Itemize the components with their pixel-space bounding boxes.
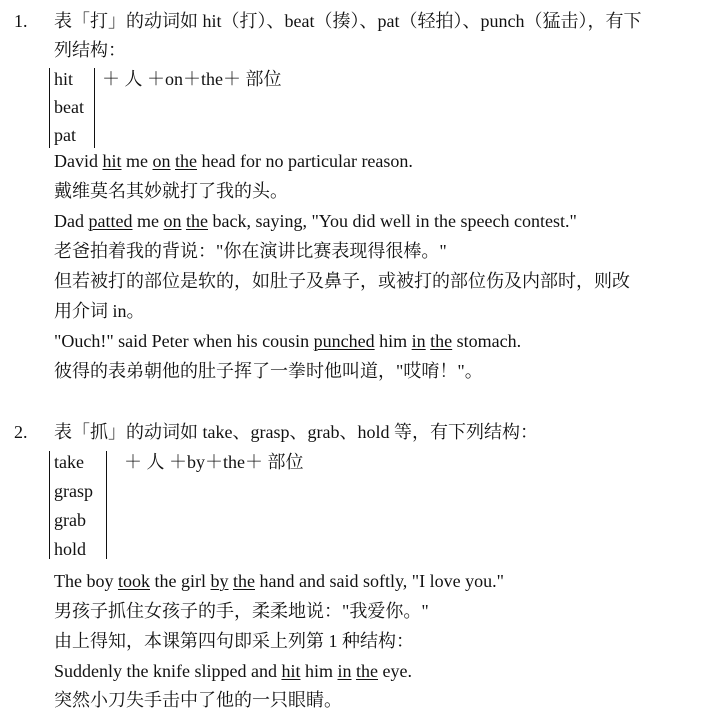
example-translation: 彼得的表弟朝他的肚子挥了一拳时他叫道，"哎唷！"。 <box>54 361 483 381</box>
example-sentence: Suddenly the knife slipped and hit him in the eye. <box>54 661 412 681</box>
example-translation: 突然小刀失手击中了他的一只眼睛。 <box>54 690 342 710</box>
example-sentence: David hit me on the head for no particular reason. <box>54 151 413 171</box>
note-text: 由上得知，本课第四句即采上列第 1 种结构： <box>54 631 414 651</box>
structure-formula: ＋ 人 ＋on＋the＋ 部位 <box>102 69 282 89</box>
verb-item: grab <box>54 510 86 530</box>
note-text: 但若被打的部位是软的，如肚子及鼻子，或被打的部位伤及内部时，则改 <box>54 271 630 291</box>
verb-item: hold <box>54 539 87 559</box>
section-intro: 表「打」的动词如 hit（打）、beat（揍）、pat（轻拍）、punch（猛击），有下 <box>54 11 642 31</box>
example-sentence: Dad patted me on the back, saying, "You did well in the speech contest." <box>54 211 577 231</box>
verb-item: take <box>54 452 84 472</box>
structure-formula: ＋ 人 ＋by＋the＋ 部位 <box>124 452 304 472</box>
section-number: 2. <box>14 422 28 442</box>
note-text: 用介词 in。 <box>54 301 145 321</box>
example-sentence: The boy took the girl by the hand and said softly, "I love you." <box>54 571 504 591</box>
section-intro: 表「抓」的动词如 take、grasp、grab、hold 等，有下列结构： <box>54 422 538 442</box>
verb-item: beat <box>54 97 84 117</box>
example-translation: 戴维莫名其妙就打了我的头。 <box>54 181 288 201</box>
verb-item: hit <box>54 69 74 89</box>
example-translation: 男孩子抓住女孩子的手，柔柔地说："我爱你。" <box>54 601 429 621</box>
verb-item: grasp <box>54 481 93 501</box>
example-translation: 老爸拍着我的背说："你在演讲比赛表现得很棒。" <box>54 241 447 261</box>
section-intro: 列结构： <box>54 40 126 60</box>
section-number: 1. <box>14 11 28 31</box>
example-sentence: "Ouch!" said Peter when his cousin punched him in the stomach. <box>54 331 522 351</box>
verb-item: pat <box>54 125 76 145</box>
